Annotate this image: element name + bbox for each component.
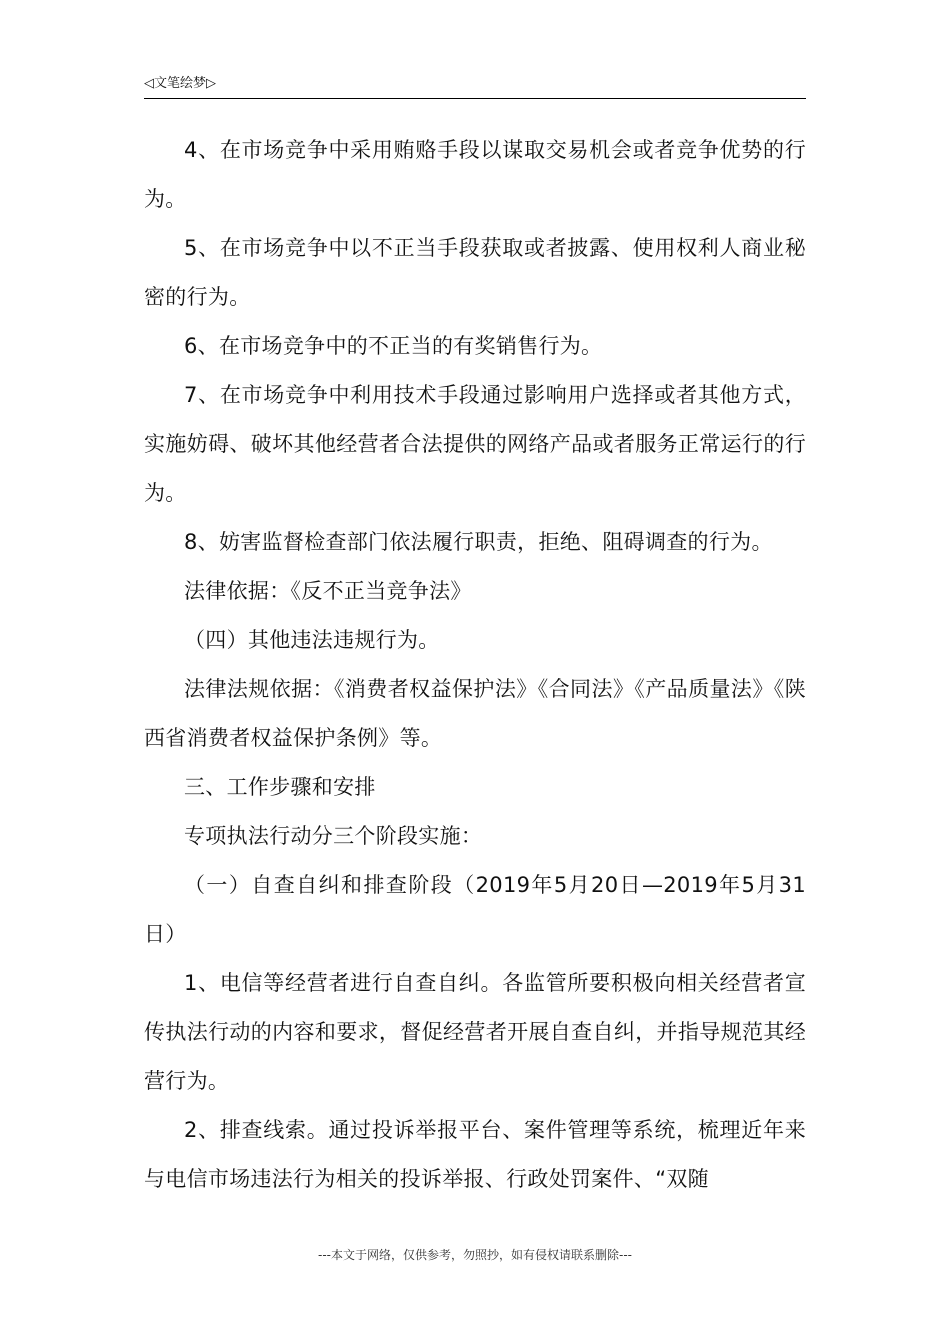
- document-body: [144, 126, 806, 1204]
- paragraph: 2、排查线索。通过投诉举报平台、案件管理等系统，梳理近年来与电信市场违法行为相关的投诉举报、行政处罚案件、“双随: [144, 1118, 806, 1191]
- paragraph: 7、在市场竞争中利用技术手段通过影响用户选择或者其他方式，实施妨碍、破坏其他经营者合法提供的网络产品或者服务正常运行的行为。: [144, 383, 806, 505]
- page-footer: [0, 1246, 950, 1263]
- paragraph: （四）其他违法违规行为。: [184, 628, 440, 652]
- paragraph: 8、妨害监督检查部门依法履行职责，拒绝、阻碍调查的行为。: [184, 530, 773, 554]
- paragraph: 法律依据：《反不正当竞争法》: [184, 579, 472, 603]
- paragraph: 4、在市场竞争中采用贿赂手段以谋取交易机会或者竞争优势的行为。: [144, 138, 806, 211]
- header-title: ◁文笔绘梦▷: [144, 76, 216, 91]
- paragraph: 5、在市场竞争中以不正当手段获取或者披露、使用权利人商业秘密的行为。: [144, 236, 806, 309]
- subsection-heading: （一）自查自纠和排查阶段（2019年5月20日—2019年5月31日）: [144, 873, 806, 946]
- page-header: [144, 74, 806, 99]
- footer-disclaimer: ---本文于网络，仅供参考，勿照抄，如有侵权请联系删除---: [318, 1248, 632, 1262]
- paragraph: 法律法规依据：《消费者权益保护法》《合同法》《产品质量法》《陕西省消费者权益保护条例》等。: [144, 677, 806, 750]
- paragraph: 6、在市场竞争中的不正当的有奖销售行为。: [184, 334, 603, 358]
- paragraph: 1、电信等经营者进行自查自纠。各监管所要积极向相关经营者宣传执法行动的内容和要求，督促经营者开展自查自纠，并指导规范其经营行为。: [144, 971, 806, 1093]
- section-heading: 三、工作步骤和安排: [184, 775, 376, 799]
- paragraph: 专项执法行动分三个阶段实施：: [184, 824, 483, 848]
